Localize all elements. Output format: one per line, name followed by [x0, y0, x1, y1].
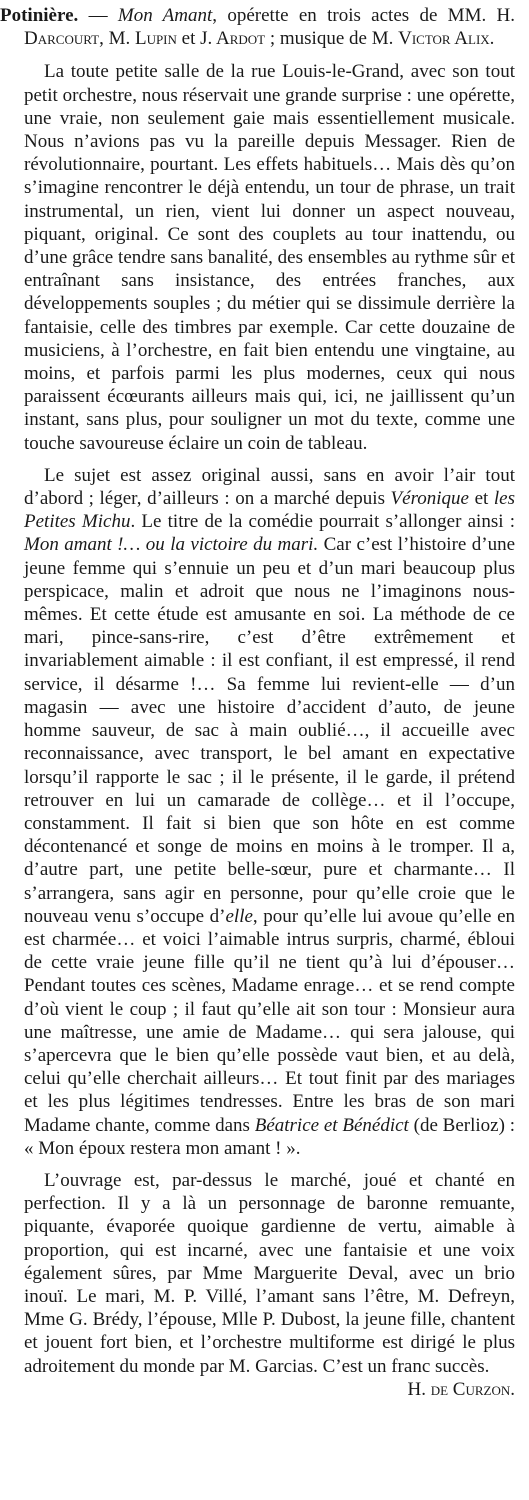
music-credit: ; musique de M.: [265, 28, 399, 50]
paragraph-text: . Le titre de la comédie pourrait s’allonger ainsi :: [130, 511, 515, 533]
paragraph-2: [24, 464, 515, 1160]
work-reference: Béatrice et Bénédict: [254, 1114, 409, 1136]
paragraph-text: , pour qu’elle lui avoue qu’elle en est charmée… et voici l’aimable intrus surpris, charmé, ébloui de cette vraie jeune fille qu’il ne tient qu’à lui d’épouser… Pendant toutes ces scènes, Madame enrage… et se rend compte d’où vient le coup ; il faut qu’elle ait son tour : Monsieur aura une maîtresse, une amie de Madame… qui sera jalouse, qui s’apercevra que le bien qu’elle possède vaut bien, et au delà, celui qu’elle cherchait ailleurs… Et tout finit par des mariages et les plus légitimes tendresses. Entre les bras de son mari Madame chante, comme dans: [24, 905, 516, 1136]
paragraph-3: [24, 1169, 515, 1400]
author-signature: H. de Curzon.: [407, 1378, 515, 1400]
paragraph-text: L’ouvrage est, par-dessus le marché, joué et chanté en perfection. Il y a là un personnage de baronne remuante, piquante, évaporée quoique gardienne de vertu, aimable à proportion, qui est incarné, avec une fantaisie et une voix également sûres, par Mme Marguerite Deval, avec un brio inouï. Le mari, M. P. Villé, l’amant sans l’être, M. Defreyn, Mme G. Brédy, l’épouse, Mlle P. Dubost, la jeune fille, chantent et jouent fort bien, et l’orchestre multiforme est dirigé le plus adroitement du monde par M. Garcias. C’est un franc succès.: [24, 1169, 515, 1377]
venue-name: Potinière.: [0, 5, 79, 26]
paragraph-text: Le sujet est assez original aussi, sans en avoir l’air tout d’abord ; léger, d’ailleurs : on a marché depuis: [24, 464, 515, 510]
header-end: .: [489, 28, 495, 50]
author-separator: et: [176, 28, 201, 50]
author-2: M. Lupin: [108, 28, 177, 50]
author-1: H. Darcourt: [24, 5, 516, 50]
header-dash: —: [78, 5, 118, 26]
emphasis: elle: [225, 905, 253, 927]
review-header: [0, 4, 515, 50]
composer-name: Victor Alix: [398, 28, 490, 50]
paragraph-text: Car c’est l’histoire d’une jeune femme qui s’ennuie un peu et d’un mari beaucoup plus perspicace, malin et adroit que nous ne l’imaginons nous-mêmes. Et cette étude est amusante en soi. La méthode de ce mari, pince-sans-rire, c’est d’être extrêmement et invariablement aimable : il est confiant, il est empressé, il rend service, il désarme !… Sa femme lui revient-elle — d’un magasin — avec une histoire d’accident d’auto, de jeune homme sauveur, de sac à main oublié…, il accueille avec reconnaissance, avec transport, le bel amant en expectative lorsqu’il rapporte le sac ; il le présente, il le garde, il prétend retrouver en lui un camarade de collège… et il l’occupe, constamment. Il fait si bien que son hôte en est comme décontenancé et songe de moins en moins à le tromper. Il a, d’autre part, une petite belle-sœur, pure et charmante… Il s’arrangera, sans agir en personne, pour qu’elle croie que le nouveau venu s’occupe d’: [24, 534, 516, 927]
author-3: J. Ardot: [200, 28, 266, 50]
author-separator: ,: [99, 28, 109, 50]
paragraph-text: et: [469, 488, 494, 510]
work-title: Mon Amant: [117, 5, 213, 26]
work-description: , opérette en trois actes de MM.: [212, 5, 497, 26]
work-reference: les Petites Michu: [24, 488, 515, 533]
work-reference: Véronique: [390, 488, 469, 510]
paragraph-text: (de Berlioz) : « Mon époux restera mon amant ! ».: [24, 1114, 515, 1159]
paragraph-1: La toute petite salle de la rue Louis-le-Grand, avec son tout petit orchestre, nous réservait une grande surprise : une opérette, une vraie, non seulement gaie mais essentiellement musicale. Nous n’avions pas vu la pareille depuis Messager. Rien de révolutionnaire, pourtant. Les effets habituels… Mais dès qu’on s’imagine rencontrer le déjà entendu, un tour de phrase, un trait instrumental, un rien, vient lui donner un aspect nouveau, piquant, original. Ce sont des couplets au tour inattendu, ou d’une grâce tendre sans banalité, des ensembles au rythme sûr et entraînant sans insistance, des entrées franches, aux développements souples ; du métier qui se dissimule derrière la fantaisie, celle des timbres par exemple. Car cette douzaine de musiciens, à l’orchestre, en fait bien entendu une vingtaine, au moins, et parfois parmi les plus modernes, ceux qui nous paraissent écœurants ailleurs mais qui, ici, ne jaillissent qu’un instant, sans plus, pour souligner un mot du texte, comme une touche savoureuse éclaire un coin de tableau.: [24, 61, 515, 454]
alternate-title: Mon amant !… ou la victoire du mari.: [24, 534, 319, 556]
